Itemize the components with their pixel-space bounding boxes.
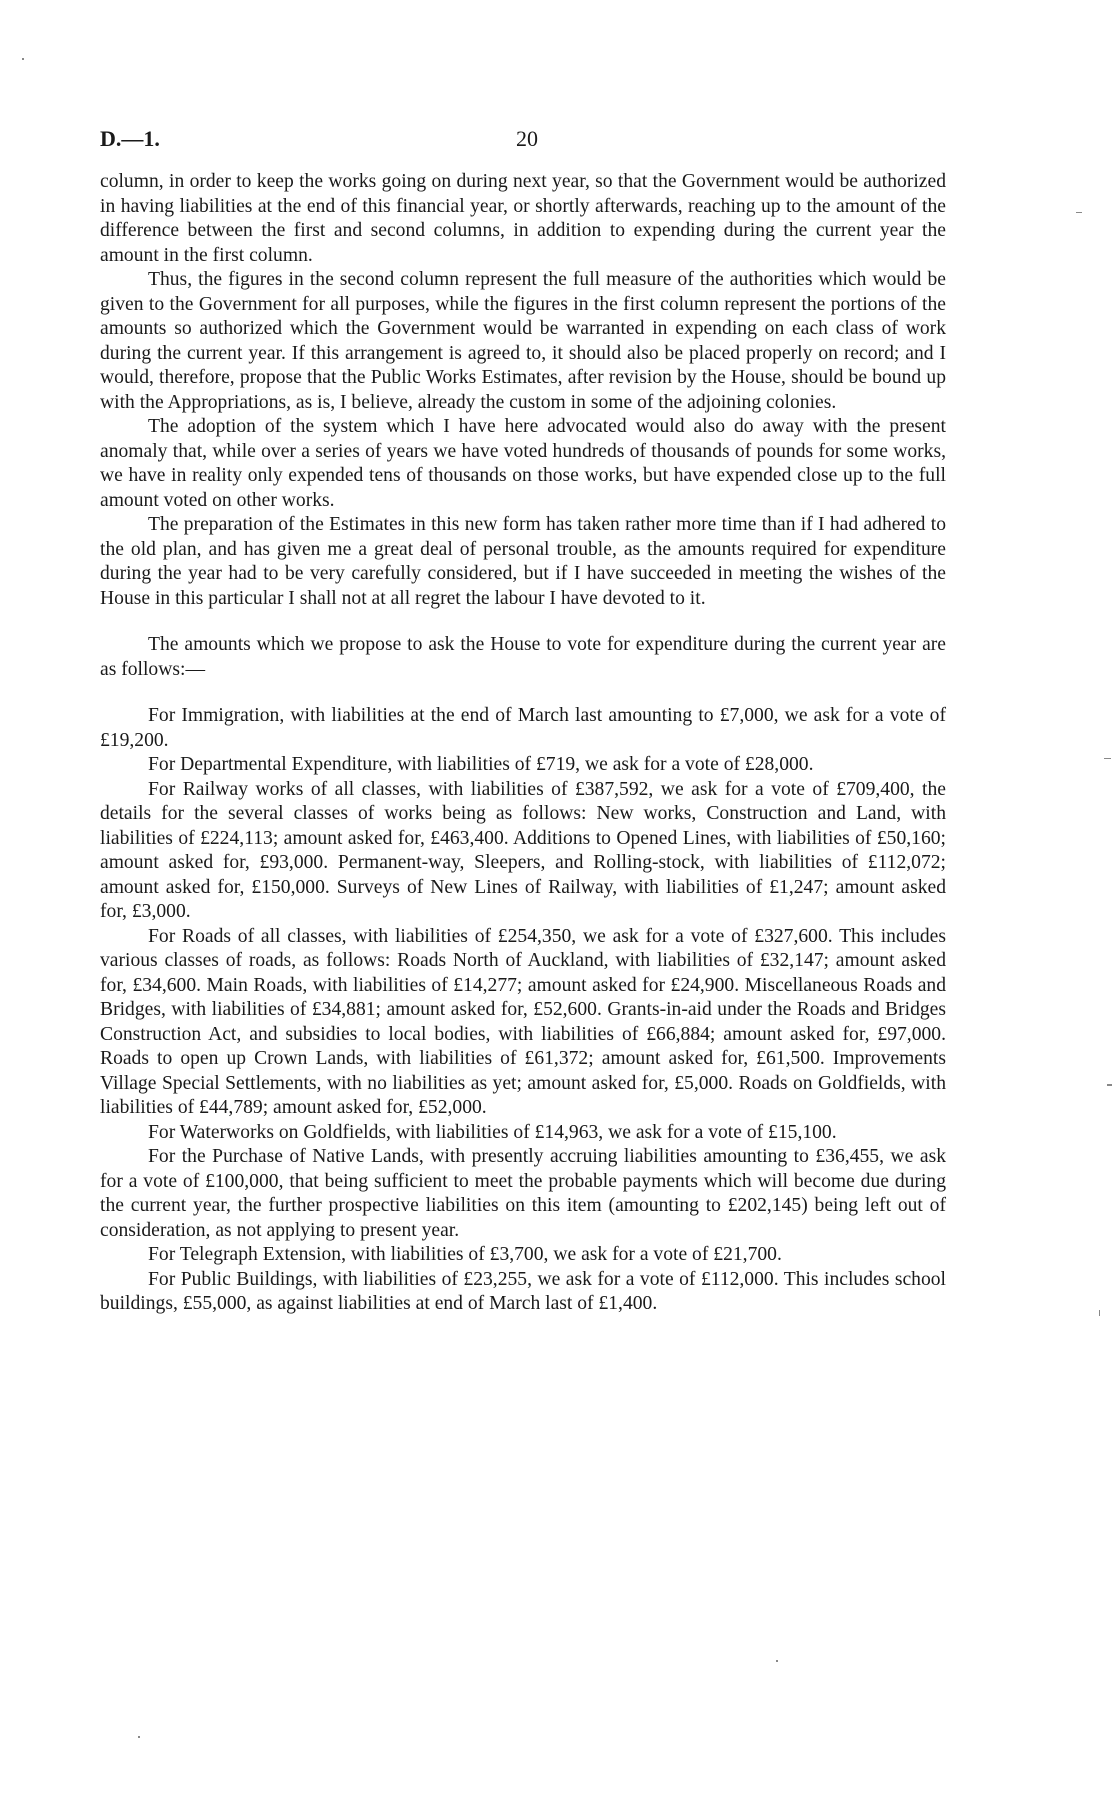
scan-speck	[138, 1736, 140, 1738]
section-gap	[100, 611, 946, 633]
paragraph-figures-explanation: Thus, the figures in the second column represent the full measure of the authorities which would be given to the Government for all purposes, while the figures in the first column represent the portions of the amounts so authorized which the Government would be warranted in expending on each class of work during the current year. If this arrangement is agreed to, it should also be placed properly on record; and I would, therefore, propose that the Public Works Estimates, after revision by the House, should be bound up with the Appropriations, as is, I believe, already the custom in some of the adjoining colonies.	[100, 269, 946, 413]
paragraph-public-buildings: For Public Buildings, with liabilities of £23,255, we ask for a vote of £112,000. This includes school buildings, £55,000, as against liabilities at end of March last of £1,400.	[100, 1268, 946, 1314]
scan-speck	[1104, 758, 1111, 759]
paragraph-departmental: For Departmental Expenditure, with liabilities of £719, we ask for a vote of £28,000.	[148, 754, 814, 775]
page-number: 20	[516, 126, 538, 151]
paragraph-continuation: column, in order to keep the works going on during next year, so that the Government would be authorized in having liabilities at the end of this financial year, or shortly afterwards, reaching up to the amount of the difference between the first and second columns, in addition to expending during the current year the amount in the first column.	[100, 171, 946, 266]
scan-speck	[1076, 212, 1082, 213]
paragraph-native-lands: For the Purchase of Native Lands, with presently accruing liabilities amounting to £36,455, we ask for a vote of £100,000, that being sufficient to meet the probable payments which will become due during the current year, the further prospective liabilities on this item (amounting to £202,145) being left out of consideration, as not applying to present year.	[100, 1146, 946, 1241]
page-header	[100, 126, 946, 160]
scan-speck	[1107, 1084, 1112, 1086]
paragraph-immigration: For Immigration, with liabilities at the end of March last amounting to £7,000, we ask for a vote of £19,200.	[100, 705, 946, 751]
scan-speck	[1099, 1310, 1100, 1316]
scan-speck	[22, 58, 24, 60]
paragraph-roads: For Roads of all classes, with liabilities of £254,350, we ask for a vote of £327,600. This includes various classes of roads, as follows: Roads North of Auckland, with liabilities of £32,147; amount asked for, £34,600. Main Roads, with liabilities of £14,277; amount asked for £24,900. Miscellaneous Roads and Bridges, with liabilities of £34,881; amount asked for, £52,600. Grants-in-aid under the Roads and Bridges Construction Act, and subsidies to local bodies, with liabilities of £66,884; amount asked for, £97,000. Roads to open up Crown Lands, with liabilities of £61,372; amount asked for, £61,500. Improvements Village Special Settlements, with no liabilities as yet; amount asked for, £5,000. Roads on Goldfields, with liabilities of £44,789; amount asked for, £52,000.	[100, 925, 946, 1118]
paragraph-telegraph: For Telegraph Extension, with liabilities of £3,700, we ask for a vote of £21,700.	[148, 1244, 782, 1265]
paragraph-estimates-preparation: The preparation of the Estimates in this new form has taken rather more time than if I had adhered to the old plan, and has given me a great deal of personal trouble, as the amounts required for expenditure during the year had to be very carefully considered, but if I have succeeded in meeting the wishes of the House in this particular I shall not at all regret the labour I have devoted to it.	[100, 514, 946, 609]
paragraph-railway-works: For Railway works of all classes, with liabilities of £387,592, we ask for a vote of £709,400, the details for the several classes of works being as follows: New works, Construction and Land, with liabilities of £224,113; amount asked for, £463,400. Additions to Opened Lines, with liabilities of £50,160; amount asked for, £93,000. Permanent-way, Sleepers, and Rolling-stock, with liabilities of £112,072; amount asked for, £150,000. Surveys of New Lines of Railway, with liabilities of £1,247; amount asked for, £3,000.	[100, 778, 946, 922]
section-gap	[100, 682, 946, 704]
paragraph-amounts-intro: The amounts which we propose to ask the House to vote for expenditure during the current year are as follows:—	[100, 634, 946, 680]
scan-speck	[776, 1660, 778, 1662]
paragraph-system-adoption: The adoption of the system which I have here advocated would also do away with the present anomaly that, while over a series of years we have voted hundreds of thousands of pounds for some works, we have in reality only expended tens of thousands on those works, but have expended close up to the full amount voted on other works.	[100, 416, 946, 511]
paragraph-waterworks: For Waterworks on Goldfields, with liabilities of £14,963, we ask for a vote of £15,100.	[148, 1121, 837, 1143]
document-reference: D.—1.	[100, 126, 160, 151]
document-body	[100, 170, 946, 1317]
